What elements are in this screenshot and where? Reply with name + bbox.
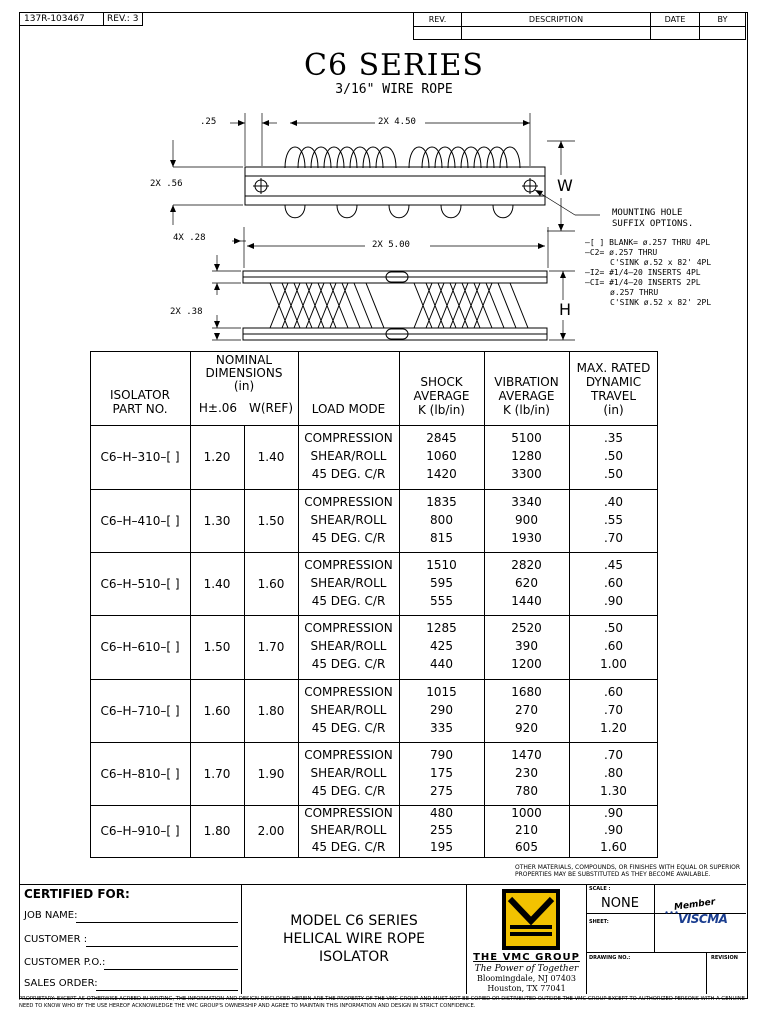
certified-for-label: CERTIFIED FOR: [24,887,130,901]
vibration-value: 210 [515,823,538,837]
width-value: 1.80 [257,703,285,718]
load-mode: SHEAR/ROLL [310,703,387,717]
load-mode: COMPRESSION [304,806,393,820]
load-mode: SHEAR/ROLL [310,513,387,527]
travel-value: .90 [603,806,624,820]
part-number: C6–H–510–[ ] [100,576,180,591]
load-mode: COMPRESSION [304,495,393,509]
rev-cell [413,26,462,40]
part-number: C6–H–410–[ ] [100,513,180,528]
travel-value: 1.20 [600,721,627,735]
width-value: 2.00 [257,824,285,838]
load-mode: COMPRESSION [304,621,393,635]
vmc-logo-icon [502,889,560,950]
height-value: 1.30 [203,513,231,528]
header-load-mode: LOAD MODE [311,402,386,416]
vibration-value: 780 [515,784,538,798]
height-value: 1.60 [203,703,231,718]
page-title: C6 SERIES [304,48,484,83]
member-text: Member [673,897,716,913]
shock-value: 1060 [426,449,457,463]
travel-value: .70 [603,748,624,762]
company-name: THE VMC GROUP [473,952,580,963]
travel-value: .50 [603,449,624,463]
load-mode: COMPRESSION [304,685,393,699]
part-number: C6–H–710–[ ] [100,703,180,718]
dim-2x56: 2X .56 [150,179,183,189]
header-nominal: NOMINAL DIMENSIONS (in) [205,353,283,393]
load-mode: 45 DEG. C/R [311,784,386,798]
dim-25: .25 [200,117,217,127]
company-address-1: Bloomingdale, NJ 07403 [477,974,576,983]
load-mode: 45 DEG. C/R [311,467,386,481]
scale-label: SCALE : [589,886,611,892]
shock-value: 440 [430,657,453,671]
vibration-value: 390 [515,639,538,653]
part-number: C6–H–810–[ ] [100,766,180,781]
drawing-no-label: DRAWING NO.: [589,955,631,961]
shock-value: 790 [430,748,453,762]
vibration-value: 920 [515,721,538,735]
width-value: 1.40 [257,449,285,464]
shock-value: 1835 [426,495,457,509]
label-h: H [559,300,572,319]
shock-value: 1015 [426,685,457,699]
vibration-value: 3340 [511,495,542,509]
travel-value: .70 [603,703,624,717]
vibration-value: 605 [515,840,538,854]
height-value: 1.40 [203,576,231,591]
vibration-value: 620 [515,576,538,590]
travel-value: .60 [603,685,624,699]
page-subtitle: 3/16" WIRE ROPE [335,82,453,97]
load-mode: 45 DEG. C/R [311,657,386,671]
load-mode: SHEAR/ROLL [310,766,387,780]
travel-value: .90 [603,594,624,608]
shock-value: 255 [430,823,453,837]
part-number: C6–H–310–[ ] [100,449,180,464]
vibration-value: 1440 [511,594,542,608]
height-value: 1.80 [203,824,231,838]
load-mode: COMPRESSION [304,748,393,762]
shock-value: 335 [430,721,453,735]
travel-value: .35 [603,431,624,445]
travel-value: .50 [603,621,624,635]
shock-value: 1420 [426,467,457,481]
vibration-value: 1200 [511,657,542,671]
customer-po-field[interactable]: CUSTOMER P.O.: [24,957,238,968]
load-mode: 45 DEG. C/R [311,531,386,545]
customer-field[interactable]: CUSTOMER : [24,934,238,945]
by-cell [699,26,746,40]
header-travel: MAX. RATED DYNAMIC TRAVEL (in) [576,361,651,417]
shock-value: 175 [430,766,453,780]
travel-value: .55 [603,513,624,527]
height-value: 1.50 [203,639,231,654]
shock-value: 480 [430,806,453,820]
shock-value: 275 [430,784,453,798]
substitution-note: OTHER MATERIALS, COMPOUNDS, OR FINISHES WITH EQUAL OR SUPERIOR PROPERTIES MAY BE SUBSTITUTED AS THEY BECOME AVAILABLE. [515,864,740,878]
header-part: ISOLATOR PART NO. [110,388,170,416]
shock-value: 1510 [426,558,457,572]
header-w: W(REF) [248,401,294,415]
load-mode: SHEAR/ROLL [310,823,387,837]
rev-header: REV. [413,12,462,27]
vibration-value: 1470 [511,748,542,762]
scale-value: NONE [601,896,639,911]
shock-value: 2845 [426,431,457,445]
company-address-2: Houston, TX 77041 [487,984,566,993]
shock-value: 815 [430,531,453,545]
dim-2x500: 2X 5.00 [372,240,410,250]
load-mode: 45 DEG. C/R [311,840,386,854]
width-value: 1.50 [257,513,285,528]
rev-box [103,12,143,26]
dim-2x450: 2X 4.50 [378,117,416,127]
dim-2x38: 2X .38 [170,307,203,317]
by-header: BY [699,12,746,27]
load-mode: COMPRESSION [304,558,393,572]
vibration-value: 1680 [511,685,542,699]
load-mode: SHEAR/ROLL [310,639,387,653]
header-h: H±.06 [198,401,238,415]
header-shock: SHOCK AVERAGE K (lb/in) [413,375,470,417]
vibration-value: 270 [515,703,538,717]
vibration-value: 230 [515,766,538,780]
travel-value: .80 [603,766,624,780]
footer-rule [19,884,746,885]
viscma-logo-icon: VISCMA [678,912,728,926]
description-header: DESCRIPTION [461,12,651,27]
vibration-value: 1000 [511,806,542,820]
load-mode: COMPRESSION [304,431,393,445]
label-w: W [557,176,573,195]
vibration-value: 2520 [511,621,542,635]
proprietary-notice: PROPRIETARY: EXCEPT AS OTHERWISE AGREED IN WRITING, THE INFORMATION AND DESIGN DISCLOSED HEREIN ARE THE PROPERTY OF THE VMC GROUP AND MUST NOT BE COPIED OR DISTRIBUTED OUTSIDE THE VMC GROUP EXCEPT TO AUTHORIZED PERSONS WITH A GENUINE NEED TO KNOW WHO BY THE USE HEREOF ACKNOWLEDGE THE VMC GROUP'S OWNERSHIP AND AGREE TO MAINTAIN THIS INFORMATION AND DESIGN IN STRICT CONFIDENCE. [19,996,745,1009]
vibration-value: 1930 [511,531,542,545]
company-tagline: The Power of Together [474,964,579,974]
travel-value: .90 [603,823,624,837]
model-title: MODEL C6 SERIES HELICAL WIRE ROPE ISOLATOR [283,913,425,965]
travel-value: 1.60 [600,840,627,854]
width-value: 1.90 [257,766,285,781]
vibration-value: 2820 [511,558,542,572]
doc-number-box [19,12,104,26]
travel-value: 1.30 [600,784,627,798]
vibration-value: 1280 [511,449,542,463]
job-name-field[interactable]: JOB NAME: [24,910,238,921]
load-mode: 45 DEG. C/R [311,594,386,608]
travel-value: .60 [603,576,624,590]
travel-value: .40 [603,495,624,509]
revision-label: REVISION [711,955,738,961]
width-value: 1.60 [257,576,285,591]
travel-value: .50 [603,467,624,481]
dim-4x28: 4X .28 [173,233,206,243]
sheet-label: SHEET: [589,919,609,925]
part-number: C6–H–610–[ ] [100,639,180,654]
shock-value: 425 [430,639,453,653]
width-value: 1.70 [257,639,285,654]
shock-value: 1285 [426,621,457,635]
viscma-dots-icon: ∙∙∙ [664,908,680,917]
sales-order-field[interactable]: SALES ORDER: [24,978,238,989]
vibration-value: 3300 [511,467,542,481]
header-vibration: VIBRATION AVERAGE K (lb/in) [494,375,559,417]
height-value: 1.70 [203,766,231,781]
load-mode: SHEAR/ROLL [310,449,387,463]
date-cell [650,26,700,40]
height-value: 1.20 [203,449,231,464]
date-header: DATE [650,12,700,27]
load-mode: SHEAR/ROLL [310,576,387,590]
description-cell [461,26,651,40]
travel-value: .60 [603,639,624,653]
shock-value: 195 [430,840,453,854]
shock-value: 555 [430,594,453,608]
travel-value: .70 [603,531,624,545]
rev-label: REV.: 3 [107,14,139,24]
mounting-hole-note: MOUNTING HOLE SUFFIX OPTIONS. [612,208,694,229]
suffix-options-list: –[ ] BLANK= ø.257 THRU 4PL –C2= ø.257 THRU C'SINK ø.52 x 82' 4PL –I2= #1/4–20 INSERTS 4PL –CI= #1/4–20 INSERTS 2PL ø.257 THRU C'SINK ø.52 x 82' 2PL [585,238,712,307]
shock-value: 800 [430,513,453,527]
shock-value: 290 [430,703,453,717]
load-mode: 45 DEG. C/R [311,721,386,735]
travel-value: .45 [603,558,624,572]
shock-value: 595 [430,576,453,590]
doc-number: 137R-103467 [24,14,85,24]
travel-value: 1.00 [600,657,627,671]
part-number: C6–H–910–[ ] [100,824,180,838]
vibration-value: 900 [515,513,538,527]
vibration-value: 5100 [511,431,542,445]
